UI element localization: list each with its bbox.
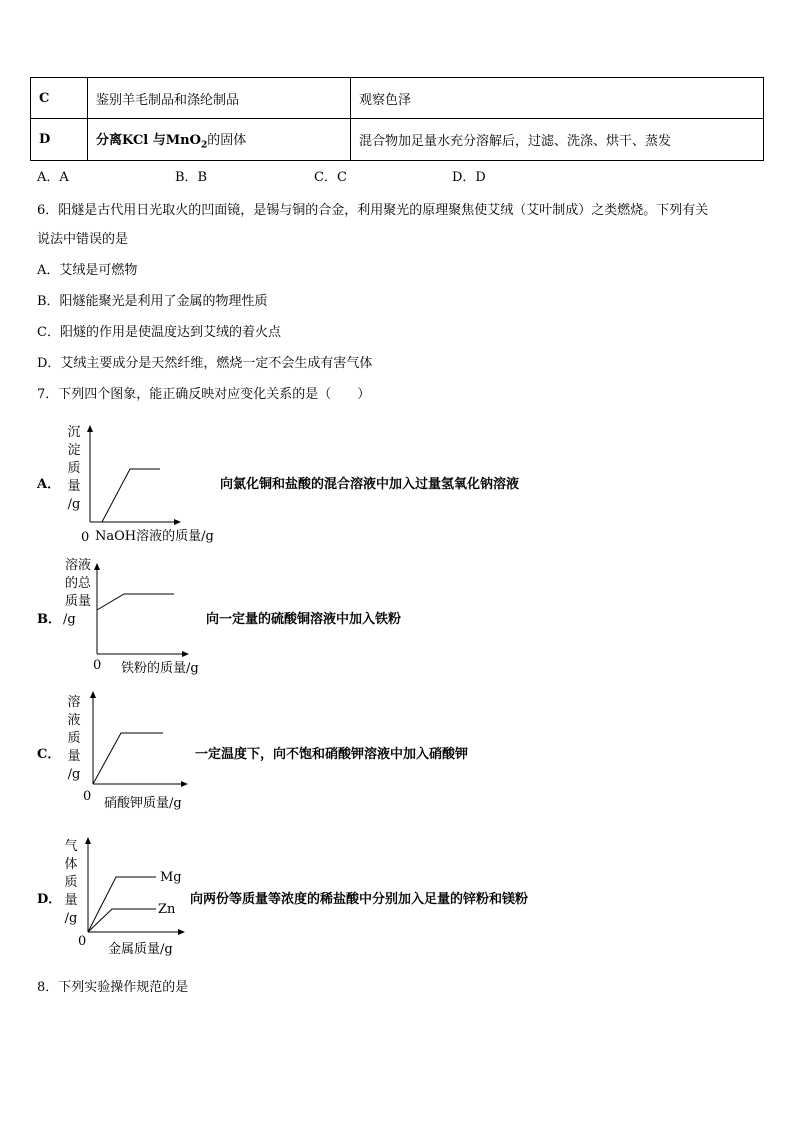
series-line-mg: [88, 877, 156, 932]
x-axis-arrow: [182, 651, 189, 657]
graph-d-letter: D．: [37, 892, 62, 907]
graph-d-origin: 0: [78, 934, 87, 949]
graph-d-plot: [82, 836, 188, 938]
graph-b-desc: 向一定量的硫酸铜溶液中加入铁粉: [206, 612, 402, 627]
series-line: [93, 733, 163, 784]
q6-option-b: B．阳燧能聚光是利用了金属的物理性质: [37, 294, 268, 309]
graph-c-ylabel: 溶 液 质 量 /g: [67, 695, 81, 782]
graph-a-origin: 0: [81, 530, 90, 545]
row-item: 鉴别羊毛制品和涤纶制品: [88, 78, 351, 119]
q6-stem-line1: 6．阳燧是古代用日光取火的凹面镜，是锡与铜的合金，利用聚光的原理聚焦使艾绒（艾叶制成）之类燃烧。下列有关: [37, 203, 709, 218]
option-d: D．D: [452, 170, 486, 185]
graph-d-xlabel: 金属质量/g: [108, 942, 173, 957]
y-axis-arrow: [85, 837, 91, 844]
q6-stem-line2: 说法中错误的是: [37, 232, 129, 247]
option-b: B．B: [175, 170, 208, 185]
table-row: [31, 119, 764, 161]
series-line: [102, 469, 160, 522]
row-letter: D: [31, 119, 88, 161]
graph-b-letter: B．: [37, 612, 61, 627]
graph-b-xlabel: 铁粉的质量/g: [121, 661, 199, 676]
row-item: 分离KCl 与MnO$_2$的固体: [88, 119, 351, 161]
y-axis-arrow: [94, 563, 100, 570]
y-axis-arrow: [90, 691, 96, 698]
series-label-mg: Mg: [160, 870, 182, 885]
answer-table: [30, 77, 764, 161]
graph-a-letter: A．: [37, 477, 61, 492]
graph-c-origin: 0: [83, 789, 92, 804]
q6-option-c: C．阳燧的作用是使温度达到艾绒的着火点: [37, 325, 281, 340]
graph-b-yunit: /g: [63, 612, 76, 627]
x-axis-arrow: [178, 929, 185, 935]
q8-stem: 8．下列实验操作规范的是: [37, 980, 189, 995]
graph-d-ylabel: 气 体 质 量 /g: [64, 839, 78, 926]
q7-stem: 7．下列四个图象，能正确反映对应变化关系的是（ ）: [37, 387, 371, 402]
graph-c-xlabel: 硝酸钾质量/g: [104, 796, 182, 811]
table-row: [31, 78, 764, 119]
option-a: A．A: [37, 170, 69, 185]
q6-option-d: D．艾绒主要成分是天然纤维，燃烧一定不会生成有害气体: [37, 356, 373, 371]
graph-a-plot: [84, 424, 184, 528]
graph-a-xlabel: NaOH溶液的质量/g: [95, 529, 214, 544]
row-method: 混合物加足量水充分溶解后，过滤、洗涤、烘干、蒸发: [351, 119, 764, 161]
row-method: 观察色泽: [351, 78, 764, 119]
option-c: C．C: [314, 170, 347, 185]
x-axis-arrow: [181, 781, 188, 787]
graph-c-letter: C．: [37, 747, 61, 762]
row-letter: C: [31, 78, 88, 119]
graph-c-plot: [87, 690, 191, 790]
graph-c-desc: 一定温度下，向不饱和硝酸钾溶液中加入硝酸钾: [195, 747, 469, 762]
graph-a-desc: 向氯化铜和盐酸的混合溶液中加入过量氢氧化钠溶液: [220, 477, 520, 492]
series-label-zn: Zn: [158, 902, 176, 917]
series-line: [97, 594, 174, 610]
graph-a-ylabel: 沉 淀 质 量 /g: [67, 425, 81, 512]
graph-b-ylabel: 溶液 的总 质量: [64, 558, 91, 609]
q6-option-a: A．艾绒是可燃物: [37, 263, 138, 278]
graph-b-plot: [92, 562, 192, 660]
y-axis-arrow: [87, 425, 93, 432]
x-axis-arrow: [174, 519, 181, 525]
graph-b-origin: 0: [93, 658, 102, 673]
graph-d-desc: 向两份等质量等浓度的稀盐酸中分别加入足量的锌粉和镁粉: [190, 892, 529, 907]
